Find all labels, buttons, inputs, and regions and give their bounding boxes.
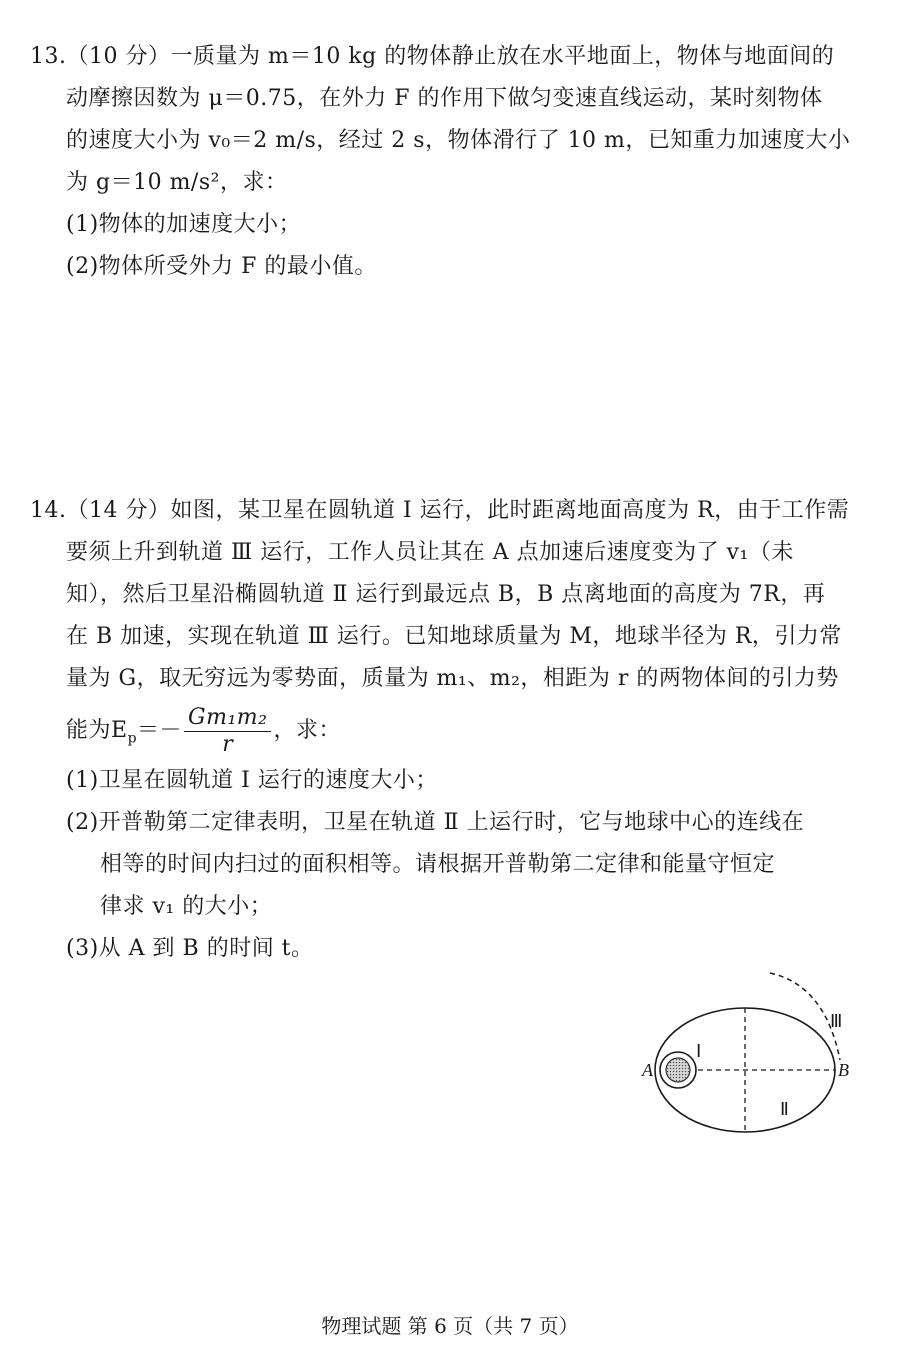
q13-line-1: 13.（10 分）一质量为 m＝10 kg 的物体静止放在水平地面上，物体与地面间的 [30, 44, 835, 69]
q13-subquestion-1: (1)物体的加速度大小； [66, 212, 302, 237]
q14-subquestion-3: (3)从 A 到 B 的时间 t。 [66, 936, 314, 961]
orbit-diagram [630, 965, 860, 1135]
q13-subquestion-2: (2)物体所受外力 F 的最小值。 [66, 254, 377, 279]
energy-prefix: 能为E [66, 718, 128, 743]
q14-line-3: 知），然后卫星沿椭圆轨道 Ⅱ 运行到最远点 B，B 点离地面的高度为 7R，再 [66, 582, 826, 607]
fraction-numerator: Gm₁m₂ [184, 705, 271, 732]
q13-line-4: 为 g＝10 m/s²，求： [66, 170, 288, 195]
q14-subquestion-2-cont-1: 相等的时间内扫过的面积相等。请根据开普勒第二定律和能量守恒定 [100, 852, 776, 877]
q14-subquestion-1: (1)卫星在圆轨道 Ⅰ 运行的速度大小； [66, 768, 438, 793]
label-B: B [838, 1060, 849, 1080]
label-A: A [642, 1060, 653, 1080]
label-II: Ⅱ [780, 1099, 789, 1119]
energy-suffix: ，求： [273, 718, 341, 743]
energy-equals: ＝－ [137, 718, 183, 743]
q13-line-3: 的速度大小为 v₀＝2 m/s，经过 2 s，物体滑行了 10 m，已知重力加速度大小 [66, 128, 851, 153]
label-I: Ⅰ [696, 1041, 702, 1061]
q14-subquestion-2-cont-2: 律求 v₁ 的大小； [100, 894, 273, 919]
energy-subscript: p [127, 730, 138, 747]
q14-line-5: 量为 G，取无穷远为零势面，质量为 m₁、m₂，相距为 r 的两物体间的引力势 [66, 666, 839, 691]
q14-line-2: 要须上升到轨道 Ⅲ 运行，工作人员让其在 A 点加速后速度变为了 v₁（未 [66, 540, 794, 565]
q14-line-4: 在 B 加速，实现在轨道 Ⅲ 运行。已知地球质量为 M，地球半径为 R，引力常 [66, 624, 842, 649]
q14-subquestion-2: (2)开普勒第二定律表明，卫星在轨道 Ⅱ 上运行时，它与地球中心的连线在 [66, 810, 805, 835]
page-footer: 物理试题 第 6 页（共 7 页） [321, 1314, 579, 1338]
energy-fraction [184, 705, 271, 758]
earth [666, 1058, 690, 1082]
q14-energy-formula [66, 704, 341, 765]
q14-line-1: 14.（14 分）如图，某卫星在圆轨道 Ⅰ 运行，此时距离地面高度为 R，由于工作需 [30, 498, 850, 523]
q13-line-2: 动摩擦因数为 μ＝0.75，在外力 F 的作用下做匀变速直线运动，某时刻物体 [66, 86, 823, 111]
fraction-denominator: r [222, 731, 234, 757]
label-III: Ⅲ [830, 1011, 843, 1031]
